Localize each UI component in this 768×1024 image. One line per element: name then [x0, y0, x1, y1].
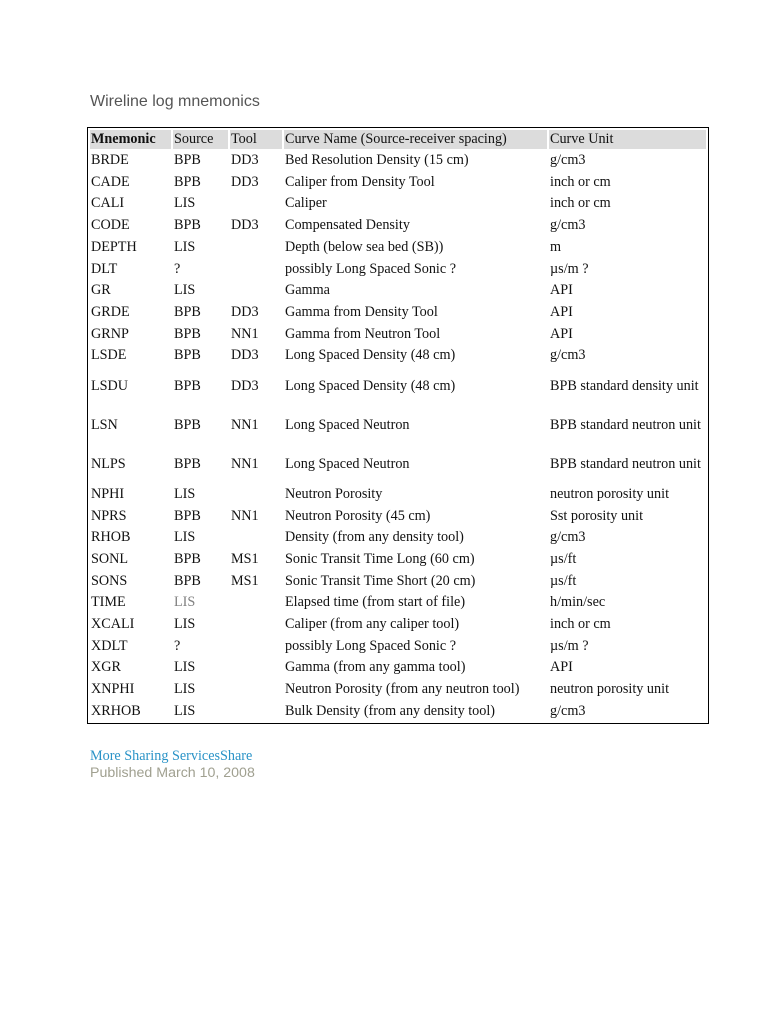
cell-tool — [230, 680, 282, 700]
table-row — [90, 702, 706, 722]
table-row — [90, 658, 706, 678]
cell-curve-unit: neutron porosity unit — [550, 681, 670, 698]
cell-curve-name: Caliper (from any caliper tool) — [285, 616, 460, 633]
cell-curve-name: Long Spaced Neutron — [285, 416, 410, 433]
cell-tool: MS1 — [231, 551, 259, 568]
cell-tool — [230, 194, 282, 214]
cell-tool: DD3 — [231, 217, 259, 234]
table-row — [90, 151, 706, 171]
cell-curve-name: possibly Long Spaced Sonic ? — [285, 637, 457, 654]
cell-curve-unit: µs/m ? — [550, 637, 589, 654]
published-date: Published March 10, 2008 — [90, 765, 255, 781]
cell-curve-name: Caliper from Density Tool — [285, 173, 435, 190]
mnemonics-table — [88, 128, 708, 723]
cell-source: ? — [174, 260, 181, 277]
cell-source: LIS — [174, 282, 196, 299]
cell-mnemonic: DEPTH — [91, 238, 137, 255]
cell-curve-name: Sonic Transit Time Long (60 cm) — [285, 551, 475, 568]
cell-curve-name: Long Spaced Neutron — [285, 455, 410, 472]
cell-curve-name: Gamma (from any gamma tool) — [285, 659, 466, 676]
table-row — [90, 173, 706, 193]
cell-mnemonic: XCALI — [91, 616, 135, 633]
cell-curve-unit: g/cm3 — [550, 529, 586, 546]
cell-curve-unit: g/cm3 — [550, 152, 586, 169]
cell-tool — [230, 593, 282, 613]
cell-tool — [230, 238, 282, 258]
cell-mnemonic: NPHI — [91, 485, 125, 502]
cell-tool: NN1 — [231, 507, 259, 524]
page-title: Wireline log mnemonics — [90, 93, 260, 110]
cell-tool: NN1 — [231, 325, 259, 342]
cell-mnemonic: CODE — [91, 217, 130, 234]
cell-source: ? — [174, 637, 181, 654]
header-curve-unit: Curve Unit — [549, 130, 706, 149]
table-row — [90, 281, 706, 301]
cell-tool — [230, 281, 282, 301]
cell-source: BPB — [174, 173, 201, 190]
table-row — [90, 572, 706, 592]
mnemonics-table-container — [87, 127, 709, 724]
cell-curve-name: Neutron Porosity (45 cm) — [285, 507, 431, 524]
cell-curve-name: Bed Resolution Density (15 cm) — [285, 152, 469, 169]
cell-mnemonic: XNPHI — [91, 681, 135, 698]
cell-mnemonic: DLT — [91, 260, 118, 277]
cell-mnemonic: SONS — [91, 572, 128, 589]
table-row — [90, 446, 706, 483]
table-row — [90, 216, 706, 236]
cell-tool — [230, 637, 282, 657]
cell-mnemonic: NPRS — [91, 507, 127, 524]
cell-curve-unit: API — [550, 303, 573, 320]
cell-curve-unit: API — [550, 282, 573, 299]
table-row — [90, 407, 706, 444]
cell-curve-name: Gamma — [285, 282, 330, 299]
cell-mnemonic: XDLT — [91, 637, 128, 654]
cell-curve-name: Sonic Transit Time Short (20 cm) — [285, 572, 476, 589]
cell-mnemonic: TIME — [91, 594, 126, 611]
cell-mnemonic: CALI — [91, 195, 125, 212]
cell-source: BPB — [174, 572, 201, 589]
cell-curve-name: Gamma from Density Tool — [285, 303, 438, 320]
cell-curve-unit: inch or cm — [550, 195, 611, 212]
cell-curve-unit: Sst porosity unit — [550, 507, 644, 524]
cell-curve-unit: API — [550, 659, 573, 676]
cell-curve-unit: inch or cm — [550, 173, 611, 190]
table-row — [90, 680, 706, 700]
header-tool: Tool — [230, 130, 282, 149]
cell-mnemonic: GR — [91, 282, 111, 299]
table-row — [90, 550, 706, 570]
header-source: Source — [173, 130, 228, 149]
cell-source: LIS — [174, 616, 196, 633]
cell-source: LIS — [174, 659, 196, 676]
cell-curve-unit: g/cm3 — [550, 347, 586, 364]
cell-tool: NN1 — [231, 416, 259, 433]
cell-curve-name: Density (from any density tool) — [285, 529, 464, 546]
table-row — [90, 259, 706, 279]
cell-source: BPB — [174, 217, 201, 234]
header-mnemonic: Mnemonic — [90, 130, 171, 149]
cell-source: BPB — [174, 347, 201, 364]
cell-source: LIS — [174, 195, 196, 212]
cell-mnemonic: NLPS — [91, 455, 126, 472]
cell-mnemonic: LSDU — [91, 377, 129, 394]
cell-tool: DD3 — [231, 152, 259, 169]
cell-tool: DD3 — [231, 173, 259, 190]
cell-curve-unit: µs/m ? — [550, 260, 589, 277]
cell-curve-name: Long Spaced Density (48 cm) — [285, 377, 456, 394]
table-header-row — [90, 130, 706, 149]
cell-source: LIS — [174, 702, 196, 719]
cell-curve-unit: µs/ft — [550, 572, 577, 589]
table-row — [90, 368, 706, 405]
cell-mnemonic: RHOB — [91, 529, 131, 546]
cell-source: BPB — [174, 152, 201, 169]
table-row — [90, 593, 706, 613]
cell-source: BPB — [174, 416, 201, 433]
table-row — [90, 528, 706, 548]
cell-source: BPB — [174, 325, 201, 342]
cell-source: BPB — [174, 507, 201, 524]
cell-source: BPB — [174, 303, 201, 320]
cell-curve-name: Elapsed time (from start of file) — [285, 594, 466, 611]
cell-curve-unit: m — [550, 238, 562, 255]
cell-mnemonic: LSN — [91, 416, 118, 433]
table-row — [90, 194, 706, 214]
cell-source: LIS — [174, 238, 196, 255]
table-row — [90, 346, 706, 366]
cell-curve-name: Compensated Density — [285, 217, 410, 234]
cell-curve-unit: inch or cm — [550, 616, 611, 633]
table-row — [90, 325, 706, 345]
cell-mnemonic: XGR — [91, 659, 121, 676]
cell-tool — [230, 485, 282, 505]
cell-mnemonic: LSDE — [91, 347, 127, 364]
cell-curve-name: Gamma from Neutron Tool — [285, 325, 441, 342]
cell-curve-unit: BPB standard neutron unit — [550, 455, 701, 472]
table-row — [90, 615, 706, 635]
cell-curve-unit: BPB standard neutron unit — [550, 416, 701, 433]
cell-curve-name: possibly Long Spaced Sonic ? — [285, 260, 457, 277]
table-row — [90, 238, 706, 258]
cell-tool: DD3 — [231, 347, 259, 364]
cell-curve-unit: g/cm3 — [550, 217, 586, 234]
more-sharing-services-link[interactable]: More Sharing ServicesShare — [90, 748, 253, 764]
table-row — [90, 303, 706, 323]
cell-source: LIS — [174, 594, 196, 611]
cell-curve-unit: neutron porosity unit — [550, 485, 670, 502]
table-row — [90, 507, 706, 527]
cell-curve-unit: API — [550, 325, 573, 342]
cell-curve-name: Bulk Density (from any density tool) — [285, 702, 496, 719]
cell-curve-unit: g/cm3 — [550, 702, 586, 719]
cell-curve-name: Long Spaced Density (48 cm) — [285, 347, 456, 364]
cell-tool — [230, 702, 282, 722]
cell-mnemonic: SONL — [91, 551, 129, 568]
cell-tool: DD3 — [231, 303, 259, 320]
cell-curve-name: Neutron Porosity — [285, 485, 383, 502]
table-row — [90, 637, 706, 657]
cell-curve-name: Depth (below sea bed (SB)) — [285, 238, 444, 255]
cell-tool: MS1 — [231, 572, 259, 589]
cell-tool — [230, 615, 282, 635]
cell-source: BPB — [174, 455, 201, 472]
cell-tool — [230, 259, 282, 279]
cell-source: BPB — [174, 551, 201, 568]
header-curve-name: Curve Name (Source-receiver spacing) — [284, 130, 547, 149]
cell-curve-name: Neutron Porosity (from any neutron tool) — [285, 681, 520, 698]
cell-curve-unit: BPB standard density unit — [550, 377, 699, 394]
cell-tool — [230, 528, 282, 548]
cell-tool — [230, 658, 282, 678]
table-row — [90, 485, 706, 505]
cell-source: LIS — [174, 681, 196, 698]
cell-mnemonic: GRNP — [91, 325, 129, 342]
cell-tool: NN1 — [231, 455, 259, 472]
cell-source: LIS — [174, 485, 196, 502]
cell-source: BPB — [174, 377, 201, 394]
cell-source: LIS — [174, 529, 196, 546]
cell-mnemonic: CADE — [91, 173, 130, 190]
cell-mnemonic: XRHOB — [91, 702, 141, 719]
cell-tool: DD3 — [231, 377, 259, 394]
cell-curve-name: Caliper — [285, 195, 327, 212]
cell-mnemonic: BRDE — [91, 152, 129, 169]
cell-curve-unit: h/min/sec — [550, 594, 606, 611]
cell-mnemonic: GRDE — [91, 303, 130, 320]
cell-curve-unit: µs/ft — [550, 551, 577, 568]
